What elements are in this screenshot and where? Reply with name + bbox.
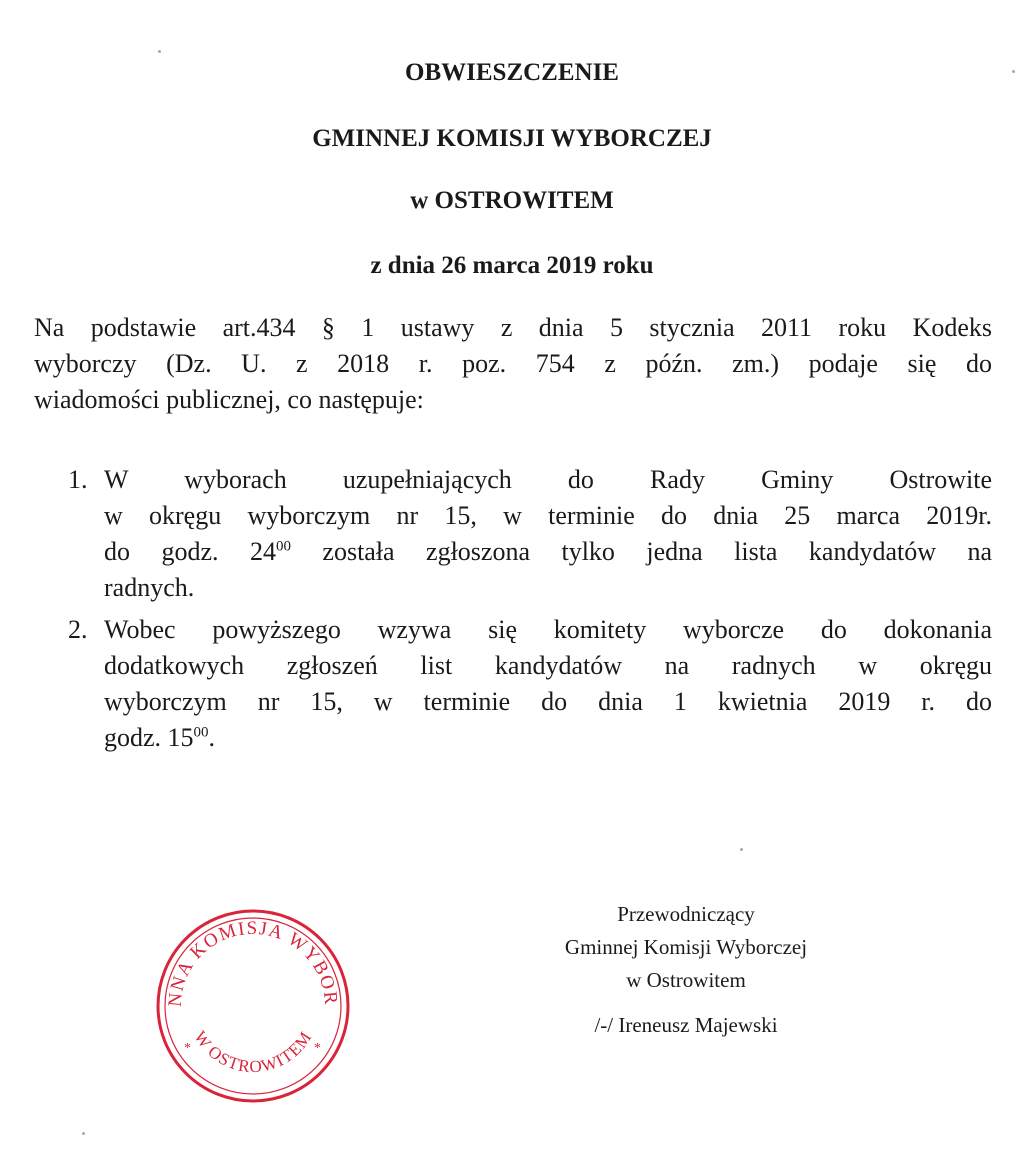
stamp-top-text: NNA KOMISJA WYBOR	[164, 917, 342, 1008]
official-stamp	[148, 906, 358, 1106]
list-item	[68, 612, 992, 756]
intro-line-2: wyborczy (Dz. U. z 2018 r. poz. 754 z późn. zm.) podaje się do	[34, 349, 992, 378]
text-fragment: .	[208, 723, 216, 752]
superscript: 00	[275, 538, 291, 555]
text-fragment: została zgłoszona tylko jedna lista kandydatów na	[290, 537, 992, 566]
list-item-line: dodatkowych zgłoszeń list kandydatów na radnych w okręgu	[104, 651, 992, 680]
list-item-line: W wyborach uzupełniających do Rady Gminy Ostrowite	[104, 465, 992, 494]
scan-speck	[158, 50, 161, 53]
numbered-list	[68, 462, 992, 756]
list-item-line: radnych.	[104, 573, 195, 602]
document-issuer: GMINNEJ KOMISJI WYBORCZEJ	[312, 125, 712, 152]
signature-name: /-/ Ireneusz Majewski	[594, 1013, 778, 1037]
document-title: OBWIESZCZENIE	[405, 59, 619, 86]
svg-text:*: *	[314, 1041, 321, 1056]
list-item-line	[104, 534, 992, 570]
document-date: z dnia 26 marca 2019 roku	[370, 252, 654, 279]
list-item-line: wyborczym nr 15, w terminie do dnia 1 kwietnia 2019 r. do	[104, 687, 992, 716]
signature-block	[480, 898, 892, 1042]
svg-text:GMINNA KOMISJA WYBORCZA	[148, 906, 341, 1008]
list-item-line: Wobec powyższego wzywa się komitety wyborcze do dokonania	[104, 615, 992, 644]
list-item-line	[104, 720, 992, 756]
signature-body: Gminnej Komisji Wyborczej	[564, 935, 808, 959]
intro-line-3: wiadomości publicznej, co następuje:	[34, 385, 424, 414]
signature-place: w Ostrowitem	[626, 968, 746, 992]
scan-speck	[1012, 70, 1015, 73]
list-item-line: w okręgu wyborczym nr 15, w terminie do dnia 25 marca 2019r.	[104, 501, 992, 530]
svg-text:W OSTROWITEM	[190, 1028, 315, 1077]
scan-speck	[740, 848, 743, 851]
scan-speck	[82, 1132, 85, 1135]
svg-text:*: *	[184, 1041, 191, 1056]
text-fragment: godz. 15	[104, 723, 194, 752]
stamp-bottom-text: W OSTROWITEM	[190, 1027, 316, 1077]
list-item-number: 1.	[68, 465, 88, 494]
list-item-number: 2.	[68, 615, 88, 644]
superscript: 00	[193, 724, 209, 741]
stamp-seal-icon	[148, 906, 358, 1106]
signature-title: Przewodniczący	[617, 902, 755, 926]
text-fragment: do godz. 24	[104, 537, 276, 566]
intro-paragraph	[34, 310, 992, 418]
document-issuer-place: w OSTROWITEM	[410, 187, 614, 214]
intro-line-1: Na podstawie art.434 § 1 ustawy z dnia 5 stycznia 2011 roku Kodeks	[34, 313, 992, 342]
list-item	[68, 462, 992, 606]
